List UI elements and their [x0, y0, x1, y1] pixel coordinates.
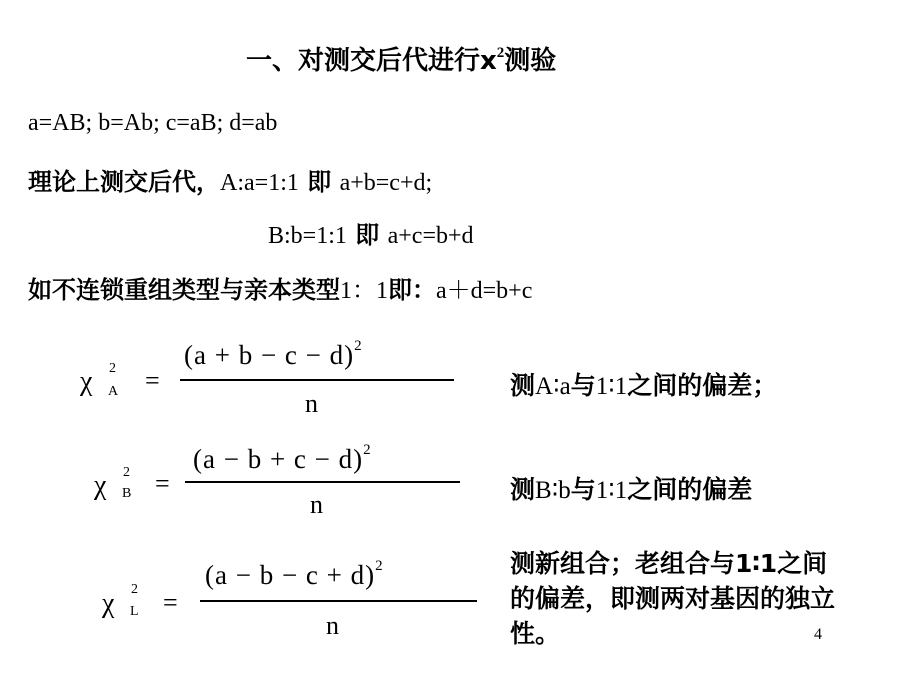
theory-eq-b: a+c=b+d: [387, 223, 474, 249]
theory-ji-b: 即: [346, 221, 388, 249]
unlinked-prefix: 如不连锁重组类型与亲本类型: [28, 276, 340, 304]
denominator: n: [326, 611, 339, 640]
denominator: n: [310, 490, 323, 519]
theory-ji-a: 即: [298, 168, 340, 196]
numerator: $(a - b - c + d)^2$: [205, 558, 384, 590]
title-tail: 测验: [504, 46, 557, 76]
theory-ratio-a: A:a=1:1: [220, 170, 299, 196]
equals-sign: =: [145, 366, 160, 395]
unlinked-ratio: 1：1: [340, 278, 388, 304]
chi-symbol: χ: [94, 470, 107, 501]
title-superscript: 2: [496, 45, 505, 61]
unlinked-ji: 即：: [388, 276, 436, 304]
page-number: 4: [814, 626, 822, 643]
fraction-bar: [180, 379, 454, 381]
theory-line-b: [268, 215, 474, 250]
formula-l-note: 测新组合；老组合与1∶1之间的偏差，即测两对基因的独立性。: [510, 549, 836, 648]
chi-symbol: χ: [102, 588, 115, 619]
chi-symbol: χ: [80, 366, 93, 397]
slide-title: [246, 40, 556, 77]
chi-superscript: 2: [131, 582, 138, 597]
chi-subscript: B: [122, 486, 132, 501]
equals-sign: =: [155, 469, 170, 498]
equals-sign: =: [163, 588, 178, 617]
numerator: $(a + b - c - d)^2$: [184, 338, 363, 370]
chi-superscript: 2: [109, 361, 116, 376]
unlinked-line: [28, 270, 532, 305]
theory-eq-a: a+b=c+d;: [339, 170, 433, 196]
title-text: 一、对测交后代进行x: [246, 46, 497, 76]
chi-subscript: L: [130, 604, 139, 619]
definitions-line: a=AB; b=Ab; c=aB; d=ab: [28, 110, 278, 136]
numerator: $(a - b + c - d)^2$: [193, 442, 372, 474]
denominator: n: [305, 389, 318, 418]
unlinked-eq: a＋d=b+c: [436, 278, 533, 304]
chi-superscript: 2: [123, 465, 130, 480]
theory-line-a: [28, 162, 432, 197]
fraction-bar: [200, 600, 477, 602]
formula-b-note: 测B∶b与1∶1之间的偏差: [510, 475, 753, 504]
theory-ratio-b: B:b=1:1: [268, 223, 347, 249]
formula-a-note: 测A∶a与1∶1之间的偏差；: [510, 371, 778, 400]
chi-subscript: A: [108, 384, 119, 399]
fraction-bar: [185, 481, 460, 483]
theory-prefix: 理论上测交后代，: [28, 168, 220, 196]
